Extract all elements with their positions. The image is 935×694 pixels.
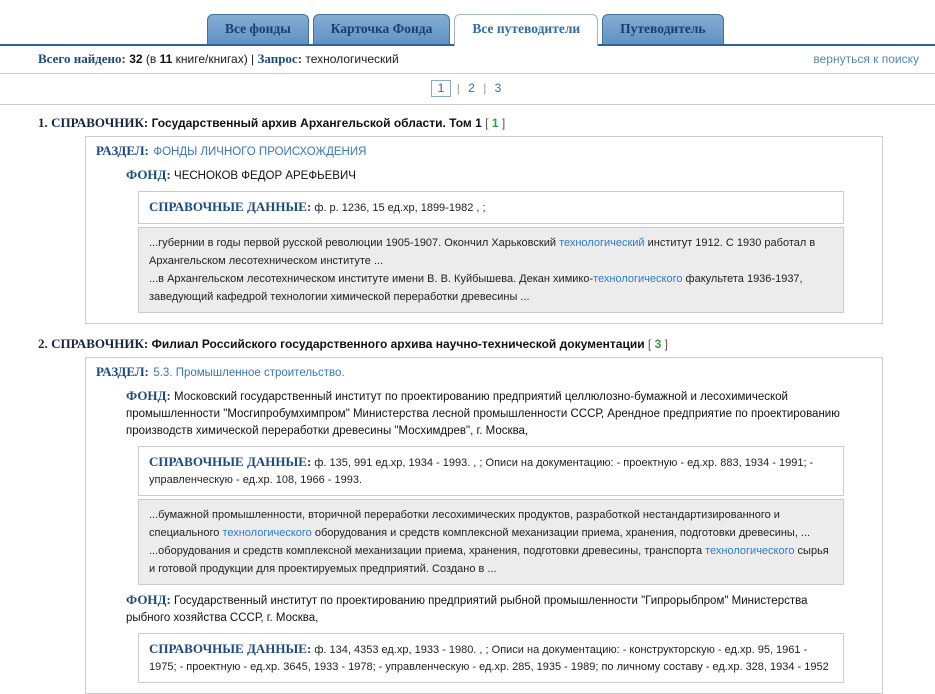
snippet-box [138, 499, 844, 585]
section-row [96, 364, 882, 381]
bracket-close: ] [664, 337, 668, 351]
snippet-text: ...губернии в годы первой русской революции 1905-1907. Окончил Харьковский [149, 237, 560, 249]
fund-label: ФОНД: [126, 388, 171, 403]
match-count: 1 [491, 116, 499, 130]
directory-label: СПРАВОЧНИК: [51, 115, 149, 130]
highlighted-term: технологический [559, 237, 645, 249]
tab-all-guides[interactable]: Все путеводители [454, 14, 598, 46]
query-value: технологический [305, 52, 399, 66]
reference-data-value: ф. р. 1236, 15 ед.хр, 1899-1982 , ; [314, 202, 486, 214]
bracket-close: ] [501, 116, 506, 130]
fund-name: Московский государственный институт по проектированию предприятий целлюлозно-бумажной и лесохимической промышленности "Мосгипробумхимпром" Министерства лесной промышленности СССР, Арендное предприятие по проектированию производств химической переработки древесины "Мосхимдрев", г. Москва, [126, 391, 840, 437]
fund-name: Государственный институт по проектированию предприятий рыбной промышленности "Гипрорыбпром" Министерства рыбного хозяйства СССР, г. Москва, [126, 595, 808, 624]
fund-data-box [138, 446, 844, 585]
tab-fund-card[interactable]: Карточка Фонда [313, 14, 451, 44]
snippet [149, 506, 833, 542]
section-link[interactable]: 5.3. Промышленное строительство. [153, 367, 345, 379]
found-label: Всего найдено: [38, 51, 126, 66]
fund-row [126, 591, 842, 627]
directory-title: Филиал Российского государственного архива научно-технической документации [151, 337, 645, 351]
snippet-text: ...бумажной промышленности, вторичной переработки лесохимических продуктов, разработкой нестандартизированного и специального [149, 509, 780, 539]
reference-data-value: ф. 135, 991 ед.хр, 1934 - 1993. , ; Описи на документацию: - проектную - ед.хр. 883, 1934 - 1991; - управленческую - ед.хр. 108, 1966 - 1993. [149, 457, 814, 486]
result-item-2 [0, 336, 935, 694]
bracket-open: [ [647, 337, 652, 351]
snippet [149, 270, 833, 306]
snippet-text: ...оборудования и средств комплексной механизации приема, хранения, подготовки древесины, транспорта [149, 545, 706, 557]
result-item-1 [0, 115, 935, 324]
result-heading [38, 115, 935, 131]
results-summary-bar [0, 46, 935, 74]
tab-guide[interactable]: Путеводитель [602, 14, 723, 44]
fund-data-box [138, 633, 844, 683]
query-label: Запрос: [257, 51, 303, 66]
snippet-text: оборудования и средств комплексной механизации приема, хранения, подготовки древесины, ... [311, 527, 811, 539]
result-box [85, 136, 883, 324]
bracket-open: [ [485, 116, 489, 130]
page-separator: | [483, 81, 487, 95]
highlighted-term: технологического [705, 545, 795, 557]
section-label: РАЗДЕЛ: [96, 364, 149, 379]
fund-data-box [138, 191, 844, 313]
reference-data [138, 633, 844, 683]
fund-label: ФОНД: [126, 167, 171, 182]
snippet-text: факультета 1936-1937, заведующий кафедрой технологии химической переработки древесины ... [149, 273, 803, 303]
highlighted-term: технологического [222, 527, 312, 539]
found-count: 32 [129, 52, 143, 66]
reference-data-label: СПРАВОЧНЫЕ ДАННЫЕ: [149, 641, 312, 656]
result-number: 1. [38, 115, 48, 130]
page-separator: | [456, 81, 460, 95]
snippet [149, 542, 833, 578]
snippet-text: институт 1912. С 1930 работал в Архангельском лесотехническом институте ... [149, 237, 816, 267]
snippet [149, 234, 833, 270]
highlighted-term: технологического [593, 273, 683, 285]
page-current[interactable]: 1 [431, 80, 452, 97]
section-label: РАЗДЕЛ: [96, 143, 149, 158]
reference-data [138, 191, 844, 224]
result-heading [38, 336, 935, 352]
section-row [96, 143, 882, 160]
reference-data-value: ф. 134, 4353 ед.хр, 1933 - 1980. , ; Описи на документацию: - конструкторскую - ед.хр. 95, 1961 - 1975; - проектную - ед.хр. 3645, 1933 - 1978; - управленческую - ед.хр. 285, 1935 - 1989; по личному составу - ед.хр. 328, 1934 - 1952 [149, 644, 829, 673]
tab-bar [0, 0, 935, 46]
reference-data-label: СПРАВОЧНЫЕ ДАННЫЕ: [149, 199, 312, 214]
match-count: 3 [654, 337, 662, 351]
reference-data [138, 446, 844, 496]
fund-row [126, 166, 842, 185]
page-link-3[interactable]: 3 [494, 81, 502, 95]
fund-name: ЧЕСНОКОВ ФЕДОР АРЕФЬЕВИЧ [174, 170, 356, 182]
fund-row [126, 387, 842, 440]
back-to-search-link[interactable]: вернуться к поиску [813, 52, 919, 66]
results-summary [38, 51, 399, 67]
section-link[interactable]: ФОНДЫ ЛИЧНОГО ПРОИСХОЖДЕНИЯ [153, 146, 367, 158]
snippet-box [138, 227, 844, 313]
pagination [0, 74, 935, 105]
directory-label: СПРАВОЧНИК: [51, 336, 149, 351]
page-link-2[interactable]: 2 [468, 81, 475, 95]
books-count: 11 [159, 52, 173, 66]
results-list [0, 105, 935, 694]
result-number: 2. [38, 336, 48, 351]
fund-label: ФОНД: [126, 592, 171, 607]
snippet-text: сырья и готовой продукции для проектируемых предприятий. Создано в ... [149, 545, 829, 575]
snippet-text: ...в Архангельском лесотехническом институте имени В. В. Куйбышева. Декан химико- [149, 273, 594, 285]
in-books-suffix: книге/книгах) | [175, 52, 255, 66]
result-box [85, 357, 883, 694]
directory-title: Государственный архив Архангельской области. Том 1 [151, 116, 482, 130]
in-books-prefix: (в [145, 52, 157, 66]
reference-data-label: СПРАВОЧНЫЕ ДАННЫЕ: [149, 454, 312, 469]
tab-all-funds[interactable]: Все фонды [207, 14, 309, 44]
